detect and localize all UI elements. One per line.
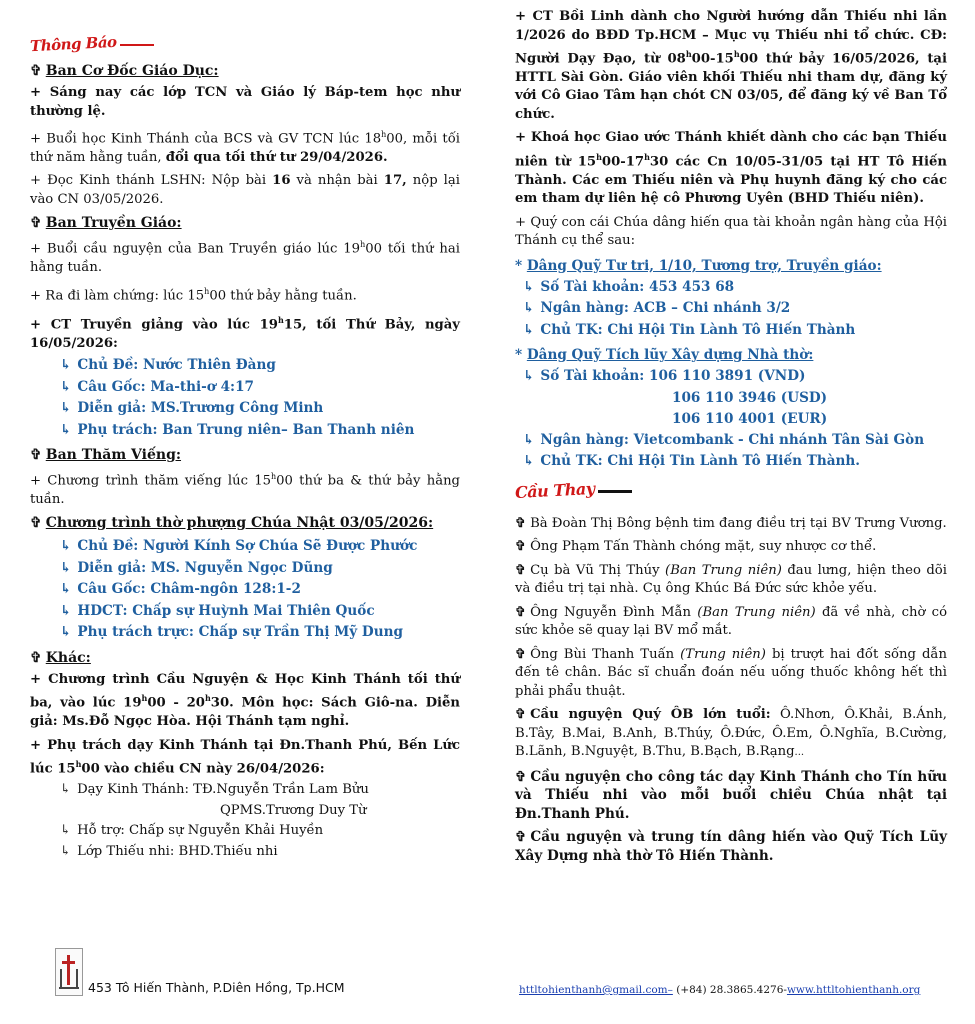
cross-icon: ✞ — [515, 515, 527, 531]
other-p2: + Phụ trách dạy Kinh Thánh tại Đn.Thanh Phú, Bến Lức lúc 15$^h$00 vào chiều CN này 26/04/2026: — [30, 737, 460, 777]
evangelism-p3: + CT Truyền giảng vào lúc 19$^h$15, tối Thứ Bảy, ngày 16/05/2026: — [30, 314, 460, 351]
cross-icon: ✞ — [30, 649, 42, 666]
arrow-icon: ↳ — [523, 368, 535, 385]
arrow-icon: ↳ — [60, 421, 72, 438]
list-item: ↳ Dạy Kinh Thánh: TĐ.Nguyễn Trần Lam Bửu — [60, 782, 369, 798]
evangelism-heading: ✞ Ban Truyền Giáo: — [30, 215, 182, 232]
cross-icon: ✞ — [515, 829, 527, 846]
arrow-icon: ↳ — [523, 278, 535, 295]
prayer-item: ✞ Cầu nguyện cho công tác dạy Kinh Thánh cho Tín hữu và Thiếu nhi vào mỗi buổi chiều Chúa nhật tại Đn.Thanh Phú. — [515, 768, 947, 822]
evangelism-p1: + Buổi cầu nguyện của Ban Truyền giáo lúc 19$^h$00 tối thứ hai hằng tuần. — [30, 240, 460, 276]
arrow-icon: ↳ — [60, 602, 72, 619]
cross-icon: ✞ — [30, 63, 42, 79]
cross-icon: ✞ — [515, 768, 527, 785]
worship-heading: ✞ Chương trình thờ phượng Chúa Nhật 03/05/2026: — [30, 515, 434, 532]
teaching-list — [30, 780, 460, 862]
list-item: 106 110 3946 (USD) — [672, 389, 828, 406]
list-item: ↳ Diễn giả: MS. Nguyễn Ngọc Dũng — [60, 559, 333, 576]
arrow-icon: ↳ — [60, 538, 72, 555]
list-item: ↳ HDCT: Chấp sự Huỳnh Mai Thiên Quốc — [60, 602, 375, 619]
prayer-item: ✞ Ông Nguyễn Đình Mẫn (Ban Trung niên) đã về nhà, chờ có sức khỏe sẽ quay lại BV mổ mắt. — [515, 604, 948, 639]
announcement-logo: Thông Báo — [30, 34, 460, 60]
list-item: ↳ Diễn giả: MS.Trương Công Minh — [60, 400, 324, 417]
prayer-logo: Cầu Thay — [515, 481, 947, 509]
arrow-icon: ↳ — [523, 453, 535, 470]
list-item: ↳ Chủ TK: Chi Hội Tin Lành Tô Hiến Thành — [523, 321, 856, 338]
list-item: ↳ Chủ Đề: Nước Thiên Đàng — [60, 357, 276, 374]
church-logo — [55, 948, 83, 996]
list-item: QPMS.Trương Duy Từ — [220, 802, 367, 818]
cross-icon: ✞ — [30, 515, 42, 532]
other-heading: ✞ Khác: — [30, 649, 91, 666]
list-item: ↳ Hỗ trợ: Chấp sự Nguyễn Khải Huyền — [60, 823, 324, 839]
education-p3: + Đọc Kinh thánh LSHN: Nộp bài 16 và nhận bài 17, nộp lại vào CN 03/05/2026. — [30, 173, 460, 207]
prayer-item: ✞ Cầu nguyện Quý ÔB lớn tuổi: Ô.Nhơn, Ô.Khải, B.Ánh, B.Tây, B.Mai, B.Anh, B.Thúy, Ô.Đức, Ô.Em, Ô.Nghĩa, B.Cường, B.Lãnh, B.Nguyệt, B.Thu, B.Bạch, B.Rạng... — [515, 707, 947, 760]
cross-icon: ✞ — [515, 539, 527, 555]
arrow-icon: ↳ — [60, 378, 72, 395]
list-item: ↳ Chủ TK: Chi Hội Tin Lành Tô Hiến Thành. — [523, 453, 861, 470]
visit-heading: ✞ Ban Thăm Viếng: — [30, 447, 182, 464]
fund1: * Dâng Quỹ Tư tri, 1/10, Tương trợ, Truyền giáo: ↳ Số Tài khoản: 453 453 68 ↳ Ngân hàng: ACB – Chi nhánh 3/2 ↳ Chủ TK: Chi Hội Tin Lành Tô Hiến Thành — [515, 256, 947, 342]
visit-p1: + Chương trình thăm viếng lúc 15$^h$00 thứ ba & thứ bảy hằng tuần. — [30, 472, 460, 507]
list-item: ↳ Chủ Đề: Người Kính Sợ Chúa Sẽ Được Phước — [60, 538, 418, 555]
list-item: ↳ Ngân hàng: Vietcombank - Chi nhánh Tân Sài Gòn — [523, 431, 925, 448]
arrow-icon: ↳ — [523, 321, 535, 338]
arrow-icon: ↳ — [60, 559, 72, 576]
arrow-icon: ↳ — [60, 624, 72, 641]
worship-list — [30, 536, 460, 644]
offering-p3: + Quý con cái Chúa dâng hiến qua tài khoản ngân hàng của Hội Thánh cụ thể sau: — [515, 214, 947, 249]
arrow-icon: ↳ — [60, 400, 72, 417]
list-item: ↳ Phụ trách trực: Chấp sự Trần Thị Mỹ Dung — [60, 624, 403, 641]
phone: (+84) 28.3865.4276- — [676, 984, 787, 996]
course-p2: + Khoá học Giao ước Thánh khiết dành cho các bạn Thiếu niên từ 15$^h$00-17$^h$30 các Cn 10/05-31/05 tại HT Tô Hiến Thành. Các em Thiếu niên và Phụ huynh đăng ký cho các em tham dự liên hệ cô Phương Uyên (BHD Thiếu niên). — [515, 130, 947, 207]
list-item: ↳ Câu Gốc: Ma-thi-ơ 4:17 — [60, 378, 254, 395]
education-p2: + Buổi học Kinh Thánh của BCS và GV TCN lúc 18$^h$00, mỗi tối thứ năm hằng tuần, đổi qua tối thứ tư 29/04/2026. — [30, 130, 460, 165]
email-link[interactable]: httltohienthanh@gmail.com– — [519, 984, 673, 996]
cross-icon: ✞ — [515, 646, 527, 662]
cross-icon: ✞ — [515, 604, 527, 620]
list-item: ↳ Câu Gốc: Châm-ngôn 128:1-2 — [60, 581, 301, 598]
arrow-icon: ↳ — [60, 823, 72, 839]
arrow-icon: ↳ — [523, 431, 535, 448]
arrow-icon: ↳ — [523, 300, 535, 317]
prayer-item: ✞ Ông Bùi Thanh Tuấn (Trung niên) bị trượt hai đốt sống dẫn đến tê chân. Bác sĩ chuẩn đoán nếu uống thuốc không hết thì phải phẩu thuật. — [515, 646, 947, 699]
website-link[interactable]: www.httltohienthanh.org — [786, 984, 921, 996]
cross-icon: ✞ — [30, 215, 42, 232]
prayer-item: ✞ Cụ bà Vũ Thị Thúy (Ban Trung niên) đau lưng, hiện theo dõi và điều trị tại nhà. Cụ ông Khúc Bá Đức sức khỏe yếu. — [515, 562, 947, 597]
prayer-item: ✞ Cầu nguyện và trung tín dâng hiến vào Quỹ Tích Lũy Xây Dựng nhà thờ Tô Hiến Thành. — [515, 829, 947, 864]
address: 453 Tô Hiến Thành, P.Diên Hồng, Tp.HCM — [88, 980, 345, 995]
fund2: * Dâng Quỹ Tích lũy Xây dựng Nhà thờ: ↳ Số Tài khoản: 106 110 3891 (VND) 106 110 3946 (USD) 106 110 4001 (EUR) ↳ Ngân hàng: Vietcombank - Chi nhánh Tân Sài Gòn ↳ Chủ TK: Chi Hội Tin Lành Tô Hiến Thành. — [515, 345, 947, 473]
prayer-item: ✞ Bà Đoàn Thị Bông bệnh tim đang điều trị tại BV Trưng Vương. — [515, 515, 947, 531]
contact-footer — [519, 984, 920, 996]
list-item: 106 110 4001 (EUR) — [672, 410, 828, 427]
other-p1: + Chương trình Cầu Nguyện & Học Kinh Thánh tối thứ ba, vào lúc 19$^h$00 - 20$^h$30. Môn học: Sách Giô-na. Diễn giả: Ms.Đỗ Ngọc Hòa. Hội Thánh tạm nghỉ. — [30, 671, 460, 730]
arrow-icon: ↳ — [60, 581, 72, 598]
list-item: ↳ Ngân hàng: ACB – Chi nhánh 3/2 — [523, 300, 791, 317]
education-p1: + Sáng nay các lớp TCN và Giáo lý Báp-tem học như thường lệ. — [30, 85, 460, 119]
cross-icon: ✞ — [30, 447, 42, 464]
cross-icon: ✞ — [515, 707, 527, 723]
list-item: ↳ Số Tài khoản: 453 453 68 — [523, 278, 735, 295]
left-column — [30, 0, 460, 862]
cross-icon: ✞ — [515, 562, 527, 578]
list-item: ↳ Phụ trách: Ban Trung niên– Ban Thanh niên — [60, 421, 415, 438]
arrow-icon: ↳ — [60, 357, 72, 374]
church-icon — [56, 949, 82, 995]
evangelism-p2: + Ra đi làm chứng: lúc 15$^h$00 thứ bảy hằng tuần. — [30, 286, 357, 304]
training-p1: + CT Bồi Linh dành cho Người hướng dẫn Thiếu nhi lần 1/2026 do BĐD Tp.HCM – Mục vụ Thiếu nhi tổ chức. CĐ: Người Dạy Đạo, từ 08$^h$00-15$^h$00 thứ bảy 16/05/2026, tại HTTL Sài Gòn. Giáo viên khối Thiếu nhi tham dự, đăng ký với Cô Giao Tâm hạn chót CN 03/05, để đăng ký về Ban Tổ chức. — [515, 9, 947, 122]
list-item: ↳ Số Tài khoản: 106 110 3891 (VND) — [523, 368, 806, 385]
prayer-list — [515, 515, 947, 866]
prayer-item: ✞ Ông Phạm Tấn Thành chóng mặt, suy nhược cơ thể. — [515, 539, 877, 555]
right-column — [515, 0, 947, 870]
list-item: ↳ Lớp Thiếu nhi: BHD.Thiếu nhi — [60, 843, 278, 859]
arrow-icon: ↳ — [60, 782, 72, 798]
education-heading: ✞ Ban Cơ Đốc Giáo Dục: — [30, 63, 219, 79]
evangelism-list — [30, 355, 460, 441]
arrow-icon: ↳ — [60, 843, 72, 859]
